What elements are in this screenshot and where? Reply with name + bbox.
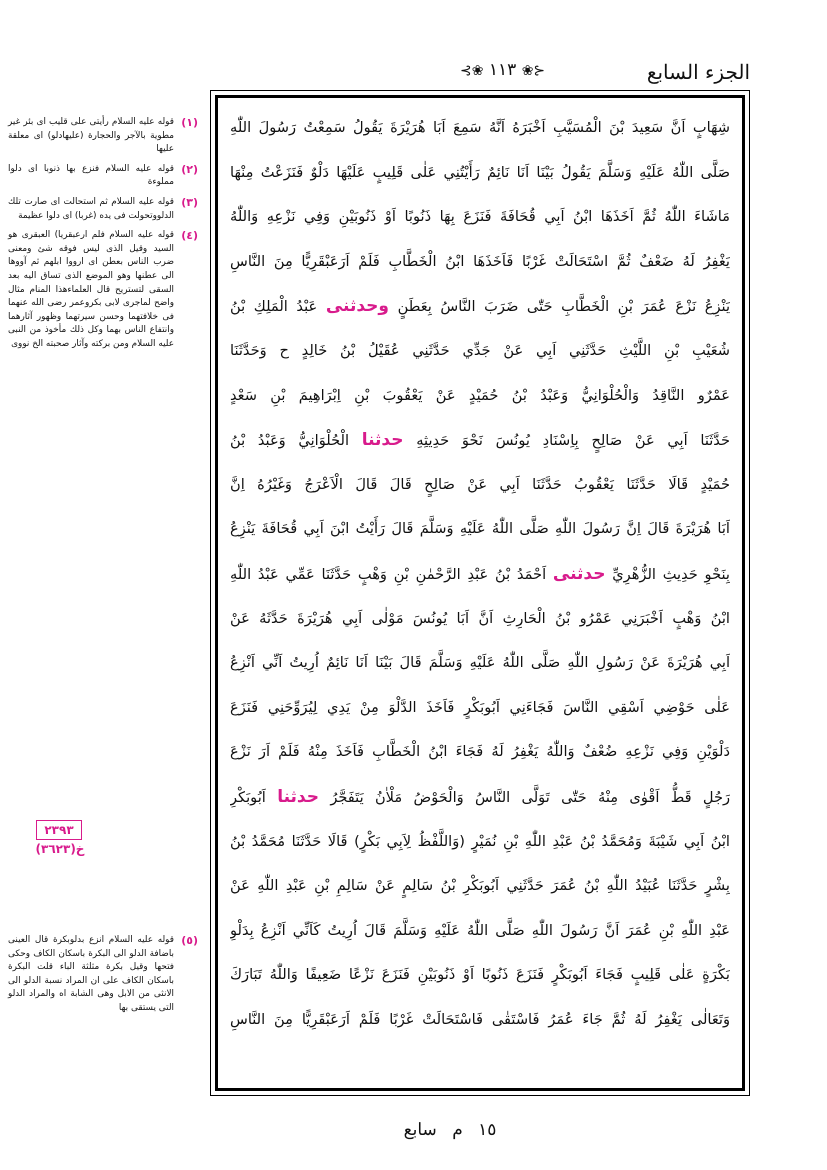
line-text: شُعَيْبِ بْنِ اللَّيْثِ حَدَّثَنِي اَبِي عَنْ جَدِّي حَدَّثَنِي عُقَيْلُ بْنُ خَالِدٍ ح وَحَدَّثَنَا [230, 341, 730, 359]
line-text: عَبْدِ اللّٰهِ بْنِ عُمَرَ اَنَّ رَسُولَ اللّٰهِ صَلَّى اللّٰهُ عَلَيْهِ وَسَلَّمَ قَالَ اُرِيتُ كَاَنِّي اَنْزِعُ بِدَلْوِ [230, 921, 730, 939]
line-text-tail: اَبُوبَكْرِ [230, 788, 266, 806]
page-number-block [460, 60, 545, 80]
text-line [230, 730, 730, 775]
footnote [8, 116, 198, 157]
text-line [230, 418, 730, 463]
line-text: حَدَّثَنَا اَبِي عَنْ صَالِحٍ بِاِسْنَادِ يُونُسَ نَحْوَ حَدِيثِهِ [416, 432, 730, 450]
line-text: يَنْزِعُ نَزْعَ عُمَرَ بْنِ الْخَطَّابِ حَتّٰى ضَرَبَ النَّاسُ بِعَطَنٍ [397, 298, 730, 316]
footnote [8, 934, 198, 1016]
footnote-number: (٢) [181, 162, 198, 176]
line-text: دَلْوَيْنِ وَفِي نَزْعِهِ ضُعْفٌ وَاللّٰهُ يَغْفِرُ لَهُ فَجَاءَ ابْنُ الْخَطَّابِ فَاَخَذَ مِنْهُ فَلَمْ اَرَ نَزْعَ [230, 743, 730, 761]
line-text-tail: الْحُلْوَانِيُّ وَعَبْدُ بْنُ [230, 432, 349, 450]
text-line [230, 909, 730, 954]
hadith-reference-number: ٢٣٩٣ [36, 820, 82, 840]
text-line [230, 775, 730, 820]
text-line [230, 284, 730, 329]
text-line [230, 463, 730, 508]
footnote-text: قوله عليه السلام ثم استحالت اى صارت تلك الدلووتحولت فى يده (غربا) اى دلوا عظيمة [8, 196, 174, 221]
line-text: شِهَابٍ اَنَّ سَعِيدَ بْنَ الْمُسَيَّبِ اَخْبَرَهُ اَنَّهُ سَمِعَ اَبَا هُرَيْرَةَ يَقُولُ سَمِعْتُ رَسُولَ اللّٰهِ [230, 119, 730, 136]
text-line [230, 686, 730, 731]
text-line [230, 552, 730, 597]
line-text: وَتَعَالٰى يَغْفِرُ لَهُ ثُمَّ جَاءَ عُمَرُ فَاسْتَقٰى فَاسْتَحَالَتْ غَرْبًا فَلَمْ اَرَعَبْقَرِيًّا مِنَ النَّاسِ [230, 1010, 730, 1028]
footnote-number: (٥) [181, 934, 198, 947]
line-text-tail: اَحْمَدُ بْنُ عَبْدِ الرَّحْمٰنِ بْنِ وَهْبٍ حَدَّثَنَا عَمِّي عَبْدُ اللّٰهِ [230, 565, 547, 583]
text-line [230, 998, 730, 1043]
page-header [210, 58, 750, 94]
line-text: صَلَّى اللّٰهُ عَلَيْهِ وَسَلَّمَ يَقُولُ بَيْنَا اَنَا نَائِمٌ رَأَيْتُنِي عَلٰى قَلِيبٍ عَلَيْهَا دَلْوٌ فَنَزَعْتُ مِنْهَا [230, 163, 730, 181]
footnote-text: قوله عليه السلام فنزع بها ذنوبا اى دلوا مملوءة [8, 163, 174, 188]
line-text: يَغْفِرُ لَهُ ضَعْفٌ ثُمَّ اسْتَحَالَتْ غَرْبًا فَاَخَذَهَا ابْنُ الْخَطَّابِ فَلَمْ اَرَعَبْقَرِيًّا مِنَ النَّاسِ [230, 252, 730, 270]
line-text-tail: عَبْدُ الْمَلِكِ بْنُ [230, 298, 318, 316]
text-line [230, 106, 730, 151]
footnote-text: قوله عليه السلام رأيتى على قليب اى بئر غير مطوية بالآجر والحجارة (عليهادلو) اى معلقة عليها [8, 117, 174, 155]
margin-notes-bottom [8, 934, 198, 1022]
text-line [230, 597, 730, 642]
line-text: مَاشَاءَ اللّٰهُ ثُمَّ اَخَذَهَا ابْنُ اَبِي قُحَافَةَ فَنَزَعَ بِهَا ذَنُوبًا اَوْ ذَنُوبَيْنِ وَفِي نَزْعِهِ وَاللّٰهُ [230, 208, 730, 226]
footnote [8, 163, 198, 190]
page-footer: ١٥ م سابع [403, 1120, 497, 1140]
text-line [230, 641, 730, 686]
footnote [8, 196, 198, 223]
line-text: بِنَحْوِ حَدِيثِ الزُّهْرِيِّ [612, 565, 730, 583]
narration-marker: حدثنا [361, 430, 404, 451]
text-line [230, 195, 730, 240]
text-line [230, 820, 730, 865]
line-text: ابْنُ وَهْبٍ اَخْبَرَنِي عَمْرُو بْنُ الْحَارِثِ اَنَّ اَبَا يُونُسَ مَوْلٰى اَبِي هُرَيْرَةَ حَدَّثَهُ عَنْ [230, 609, 730, 627]
text-line [230, 953, 730, 998]
volume-title: الجزء السابع [646, 60, 750, 84]
footnote [8, 229, 198, 351]
hadith-text-block [230, 106, 730, 1080]
line-text: بَكْرَةٍ عَلٰى قَلِيبٍ فَجَاءَ اَبُوبَكْرٍ فَنَزَعَ ذَنُوبًا اَوْ ذَنُوبَيْنِ فَنَزَعَ نَزْعًا ضَعِيفًا وَاللّٰهُ تَبَارَكَ [230, 966, 730, 984]
ornament-left-icon: ⊰❀ [521, 63, 546, 79]
footnote-number: (٣) [181, 195, 198, 209]
line-text: رَجُلٍ قَطُّ اَقْوٰى مِنْهُ حَتّٰى تَوَلَّى النَّاسُ وَالْحَوْضُ مَلْاٰنُ يَتَفَجَّرُ [330, 788, 730, 806]
footnote-text: قوله عليه السلام انزع بدلوبكرة قال العينى باضافة الدلو الى البكرة باسكان الكاف وحكى فتحها وقيل بكرة مثلثة الباء قلت البكرة باسكان الكاف على ان المراد نسبة الدلو الى الانثى من الابل وهى الشابة اه والمراد الدلو التى يستقى بها [8, 935, 174, 1013]
line-text: عَلٰى حَوْضِي اَسْقِي النَّاسَ فَجَاءَنِي اَبُوبَكْرٍ فَاَخَذَ الدَّلْوَ مِنْ يَدِي لِيُرَوِّحَنِي فَنَزَعَ [230, 698, 730, 716]
page-number: ١١٣ [488, 60, 517, 80]
margin-notes-top [8, 116, 198, 358]
line-text: عَمْرٌو النَّاقِدُ وَالْحُلْوَانِيُّ وَعَبْدُ بْنُ حُمَيْدٍ عَنْ يَعْقُوبَ بْنِ اِبْرَاهِيمَ بْنِ سَعْدٍ [230, 386, 730, 404]
text-line [230, 374, 730, 419]
narration-marker: وحدثنى [325, 296, 389, 317]
narration-marker: حدثنا [277, 786, 319, 807]
line-text: ابْنُ اَبِي شَيْبَةَ وَمُحَمَّدُ بْنُ عَبْدِ اللّٰهِ بْنِ نُمَيْرٍ (وَاللَّفْظُ لِاَبِي بَكْرٍ) قَالَا حَدَّثَنَا مُحَمَّدُ بْنُ [230, 832, 730, 850]
line-text: اَبِي هُرَيْرَةَ عَنْ رَسُولِ اللّٰهِ صَلَّى اللّٰهُ عَلَيْهِ وَسَلَّمَ قَالَ بَيْنَا اَنَا نَائِمٌ اُرِيتُ اَنِّي اَنْزِعُ [230, 654, 730, 672]
line-text: بِشْرٍ حَدَّثَنَا عُبَيْدُ اللّٰهِ بْنُ عُمَرَ حَدَّثَنِي اَبُوبَكْرِ بْنُ سَالِمٍ عَنْ سَالِمِ بْنِ عَبْدِ اللّٰهِ عَنْ [230, 877, 730, 895]
text-line [230, 151, 730, 196]
footnote-number: (١) [181, 116, 198, 129]
narration-marker: حدثنى [552, 563, 606, 584]
ornament-right-icon: ❀⊱ [460, 63, 484, 79]
main-text-frame [210, 90, 750, 1096]
text-line [230, 864, 730, 909]
line-text: حُمَيْدٍ قَالَا حَدَّثَنَا يَعْقُوبُ حَدَّثَنَا اَبِي عَنْ صَالِحٍ قَالَ قَالَ الْاَعْرَجُ وَغَيْرُهُ اِنَّ [230, 475, 730, 493]
footnote-text: قوله عليه السلام فلم ارعبقريا) العبقرى هو السيد وقيل الذى ليس فوقه شئ ومعنى ضرب الناس بعطن اى ارووا ابلهم ثم آووها الى عطنها وهو الموضع الذى تساق اليه بعد السقى لتستريح قال العلماءهذا المنام مثال واضح لماجرى لابى بكروعمر رضى الله عنهما فى خلافتهما وحسن سيرتهما وظهور آثارهما وانتفاع الناس بهما وكل ذلك مأخوذ من النبى عليه السلام ومن بركته وآثار صحبته الخ نووى [8, 230, 174, 349]
inner-frame [215, 95, 745, 1091]
footnote-number: (٤) [181, 229, 198, 243]
line-text: اَبَا هُرَيْرَةَ قَالَ اِنَّ رَسُولَ اللّٰهِ صَلَّى اللّٰهُ عَلَيْهِ وَسَلَّمَ قَالَ رَأَيْتُ ابْنَ اَبِي قُحَافَةَ يَنْزِعُ [230, 520, 730, 538]
text-line [230, 240, 730, 285]
bukhari-cross-reference: خ(٣٦٢٣) [35, 842, 85, 856]
text-line [230, 329, 730, 374]
text-line [230, 507, 730, 552]
